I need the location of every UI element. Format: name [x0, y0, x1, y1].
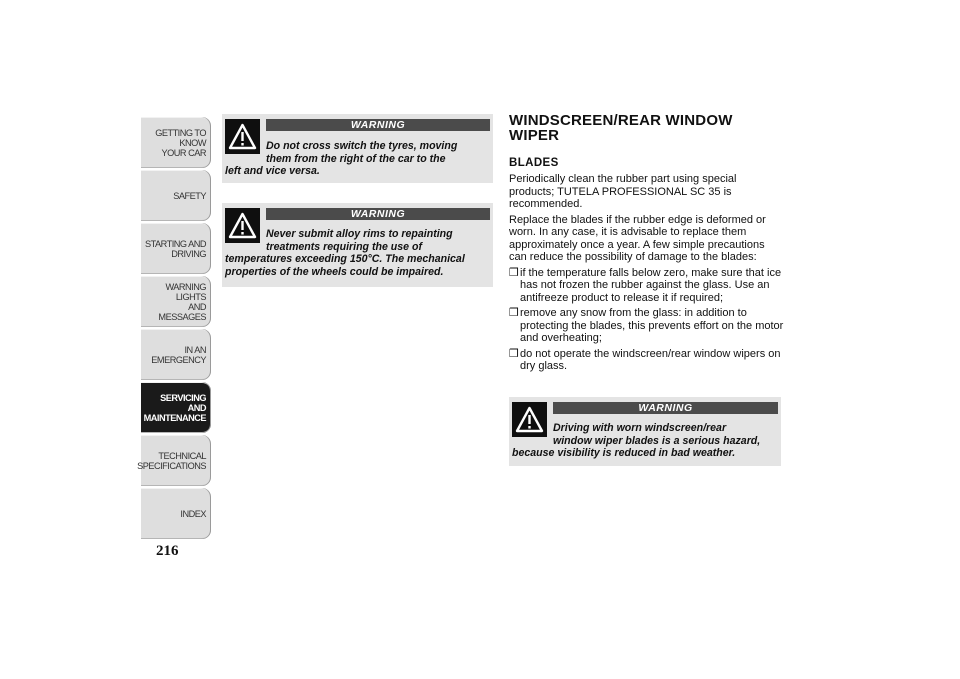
tab-servicing-maintenance[interactable]: SERVICING AND MAINTENANCE — [141, 382, 211, 433]
warning-heading: WARNING — [266, 208, 490, 220]
paragraph: Replace the blades if the rubber edge is deformed or worn. In any case, it is advisable to replace them approximately once a year. A few simple precautions can reduce the possibility of damage to the blades: — [509, 213, 766, 263]
warning-box-wiper-blades — [509, 397, 781, 466]
warning-heading: WARNING — [553, 402, 778, 414]
tab-getting-to-know[interactable]: GETTING TO KNOW YOUR CAR — [141, 117, 211, 168]
subsection-title: BLADES — [509, 157, 559, 169]
checkbox-bullet-icon: ❒ — [509, 266, 519, 279]
checkbox-bullet-icon: ❒ — [509, 347, 519, 360]
paragraph: Periodically clean the rubber part using special products; TUTELA PROFESSIONAL SC 35 is recommended. — [509, 173, 737, 210]
chapter-tabs — [137, 117, 211, 541]
warning-box-alloy-rims — [222, 203, 493, 287]
tab-starting-driving[interactable]: STARTING AND DRIVING — [141, 223, 211, 274]
page-number: 216 — [156, 543, 179, 559]
warning-text: Never submit alloy rims to repainting treatments requiring the use of temperatures exceeding 150°C. The mechanical properties of the wheels could be impaired. — [225, 228, 465, 278]
list-item: ❒remove any snow from the glass: in addition to protecting the blades, this prevents effort on the motor and overheating; — [509, 307, 784, 344]
tab-emergency[interactable]: IN AN EMERGENCY — [141, 329, 211, 380]
warning-box-tyres — [222, 114, 493, 183]
list-item: ❒if the temperature falls below zero, make sure that ice has not frozen the rubber against the glass. Use an antifreeze product to release it if required; — [509, 266, 782, 304]
tab-index[interactable]: INDEX — [141, 488, 211, 539]
warning-text: Do not cross switch the tyres, moving them from the right of the car to the left and vice versa. — [225, 140, 458, 178]
warning-heading: WARNING — [266, 119, 490, 131]
warning-text: Driving with worn windscreen/rear window wiper blades is a serious hazard, because visibility is reduced in bad weather. — [512, 422, 761, 460]
list-item: ❒do not operate the windscreen/rear window wipers on dry glass. — [509, 347, 781, 372]
checkbox-bullet-icon: ❒ — [509, 307, 519, 319]
tab-warning-lights[interactable]: WARNING LIGHTS AND MESSAGES — [141, 276, 211, 327]
section-title: WINDSCREEN/REAR WINDOW WIPER — [509, 112, 733, 144]
tab-technical-specifications[interactable]: TECHNICAL SPECIFICATIONS — [141, 435, 211, 486]
wiper-section — [509, 113, 784, 376]
tab-safety[interactable]: SAFETY — [141, 170, 211, 221]
